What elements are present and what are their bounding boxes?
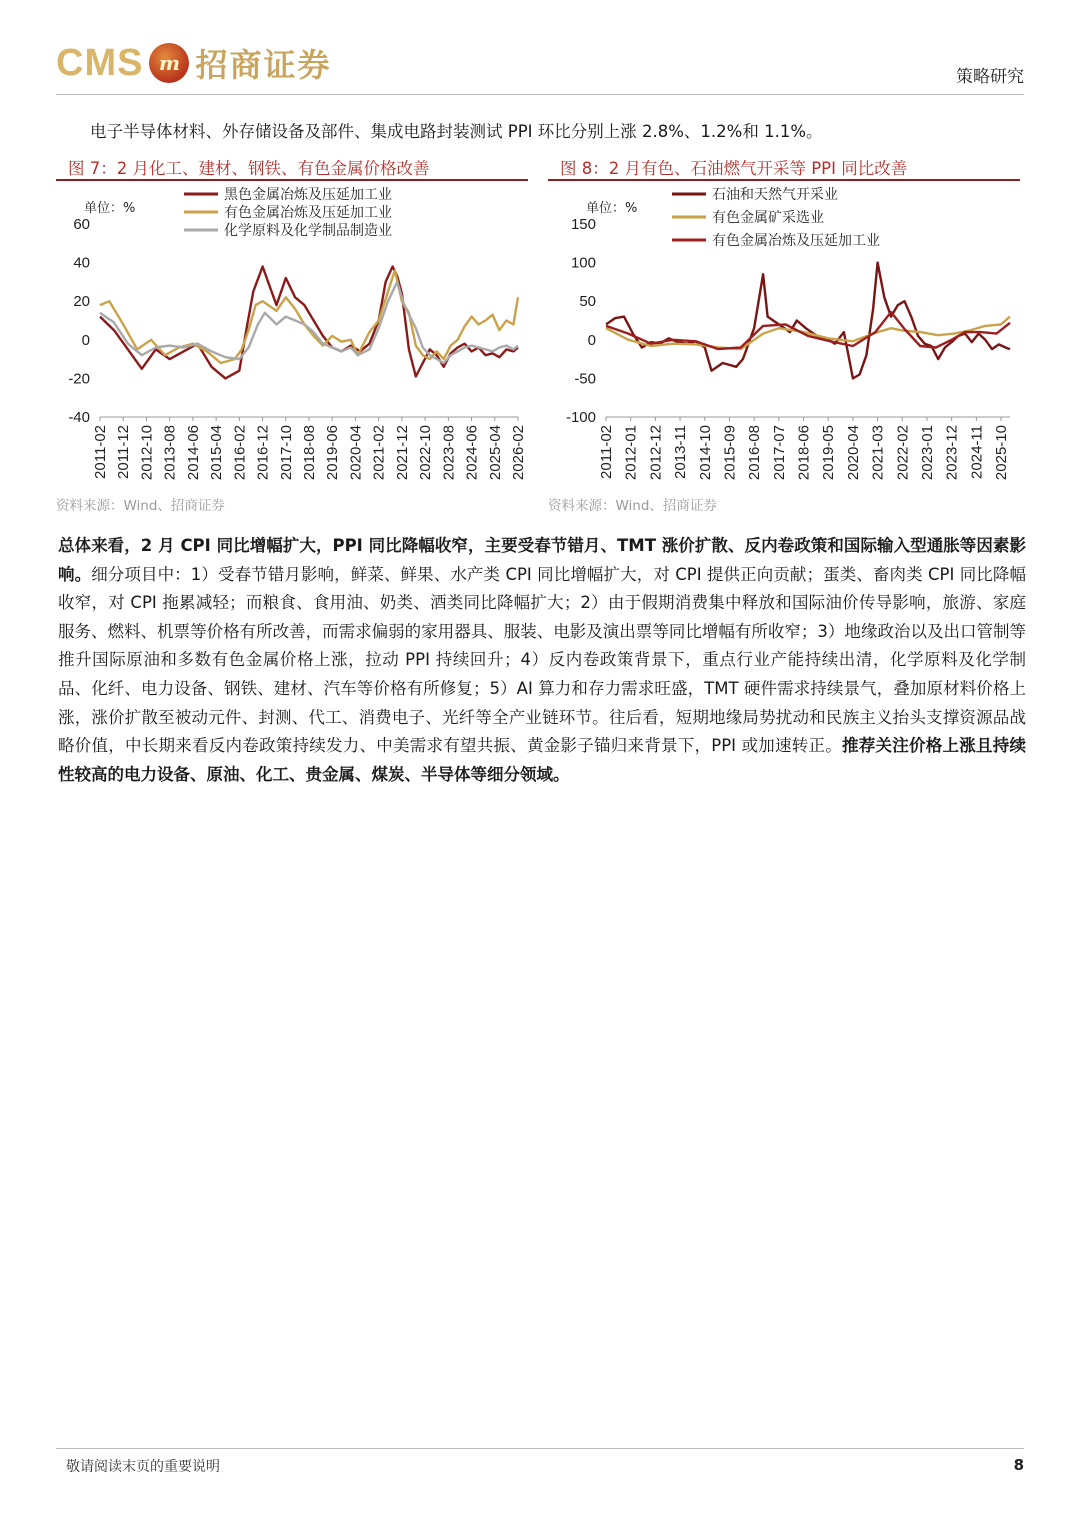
x-tick-label: 2022-10 [417,425,435,481]
series-line [606,263,1010,379]
x-tick-label: 2014-06 [184,425,202,481]
intro-paragraph: 电子半导体材料、外存储设备及部件、集成电路封装测试 PPI 环比分别上涨 2.8%、1.2%和 1.1%。 [90,122,823,141]
chart-figure-7 [56,182,528,492]
page-header [56,38,1024,96]
x-tick-label: 2020-04 [844,425,862,481]
body-bold-lead: 总体来看，2 月 CPI 同比增幅扩大，PPI 同比降幅收窄，主要受春节错月、TMT 涨价扩散、反内卷政策和国际输入型通胀等因素影响。 [58,536,1026,584]
x-tick-label: 2019-05 [820,425,838,481]
x-tick-label: 2014-10 [696,425,714,481]
figure-title-rule [56,179,528,181]
x-tick-label: 2024-06 [463,425,481,481]
x-tick-label: 2021-03 [869,425,887,481]
y-tick-label: 60 [73,216,90,233]
x-tick-label: 2021-12 [393,425,411,481]
company-logo [56,40,331,86]
figure-source: 资料来源：Wind、招商证券 [56,498,225,514]
x-tick-label: 2024-11 [968,425,986,479]
page-number: 8 [1013,1456,1024,1474]
unit-label: 单位：% [84,201,136,216]
legend-label: 有色金属冶炼及压延加工业 [224,205,392,221]
legend-label: 有色金属冶炼及压延加工业 [712,233,880,249]
x-tick-label: 2020-04 [347,425,365,481]
body-paragraph [58,532,1026,789]
x-tick-label: 2023-12 [943,425,961,481]
figure-title: 图 8：2 月有色、石油燃气开采等 PPI 同比改善 [560,159,908,178]
section-label: 策略研究 [956,67,1024,87]
x-tick-label: 2023-08 [440,425,458,481]
y-tick-label: -100 [565,409,596,426]
x-tick-label: 2016-12 [254,425,272,481]
x-tick-label: 2012-10 [138,425,156,481]
logo-cms-text: CMS [56,41,144,84]
y-tick-label: 0 [81,331,90,349]
x-tick-label: 2011-02 [92,425,109,479]
footer-divider [56,1448,1024,1449]
x-tick-label: 2021-02 [370,425,388,481]
x-tick-label: 2016-02 [231,425,249,481]
x-tick-label: 2022-02 [894,425,912,481]
logo-badge-icon: m [149,43,189,83]
x-tick-label: 2013-08 [161,425,179,481]
figure-title-rule [548,179,1020,181]
x-tick-label: 2012-12 [647,425,665,481]
x-tick-label: 2018-08 [301,425,318,481]
y-tick-label: 40 [73,254,90,272]
x-tick-label: 2018-06 [795,425,813,481]
figure-7 [56,152,528,517]
y-tick-label: -50 [574,370,596,388]
legend-label: 黑色金属冶炼及压延加工业 [224,187,392,203]
x-tick-label: 2025-10 [993,425,1011,481]
header-divider [56,94,1024,95]
unit-label: 单位：% [586,201,638,216]
y-tick-label: 0 [587,331,596,349]
x-tick-label: 2011-02 [598,425,615,479]
x-tick-label: 2015-04 [208,425,226,481]
legend-label: 化学原料及化学制品制造业 [224,223,392,239]
body-detail-text: 细分项目中：1）受春节错月影响，鲜菜、鲜果、水产类 CPI 同比增幅扩大，对 CPI 提供正向贡献；蛋类、畜肉类 CPI 同比降幅收窄，对 CPI 拖累减轻；而粮食、食用油、奶类、酒类同比降幅扩大；2）由于假期消费集中释放和国际油价传导影响，旅游、家庭服务、燃料、机票等价格有所改善，而需求偏弱的家用器具、服装、电影及演出票等同比增幅有所收窄；3）地缘政治以及出口管制等推升国际原油和多数有色金属价格上涨，拉动 PPI 持续回升；4）反内卷政策背景下，重点行业产能持续出清，化学原料及化学制品、化纤、电力设备、钢铁、建材、汽车等价格有所修复；5）AI 算力和存力需求旺盛，TMT 硬件需求持续景气，叠加原材料价格上涨，涨价扩散至被动元件、封测、代工、消费电子、光纤等全产业链环节。往后看，短期地缘局势扰动和民族主义抬头支撑资源品战略价值，中长期来看反内卷政策持续发力、中美需求有望共振、黄金影子锚归来背景下，PPI 或加速转正。 [58,564,1027,756]
x-tick-label: 2025-04 [486,425,504,481]
x-tick-label: 2023-01 [918,425,936,481]
chart-figure-8 [548,182,1020,492]
logo-company-name: 招商证券 [195,46,332,84]
x-tick-label: 2015-09 [721,425,739,481]
figure-source: 资料来源：Wind、招商证券 [548,498,717,514]
series-line [100,267,518,379]
x-tick-label: 2012-01 [622,425,640,481]
x-tick-label: 2019-06 [324,425,342,481]
x-tick-label: 2026-02 [510,425,527,481]
x-tick-label: 2011-12 [115,425,133,479]
body-bold-recommendation: 推荐关注价格上涨且持续性较高的电力设备、原油、化工、贵金属、煤炭、半导体等细分领域。 [58,736,1026,784]
figure-title: 图 7：2 月化工、建材、钢铁、有色金属价格改善 [68,159,430,178]
y-tick-label: 150 [570,216,596,233]
figure-8 [548,152,1020,517]
y-tick-label: 50 [579,293,596,311]
legend-label: 有色金属矿采选业 [712,210,824,226]
x-tick-label: 2017-10 [277,425,295,481]
y-tick-label: -20 [68,370,90,388]
x-tick-label: 2017-07 [770,425,788,481]
y-tick-label: -40 [68,409,90,426]
footer-disclaimer: 敬请阅读末页的重要说明 [66,1459,220,1475]
x-tick-label: 2016-08 [746,425,764,481]
y-tick-label: 20 [73,293,90,311]
legend-label: 石油和天然气开采业 [712,187,838,203]
x-tick-label: 2013-11 [672,425,690,479]
y-tick-label: 100 [570,254,596,272]
